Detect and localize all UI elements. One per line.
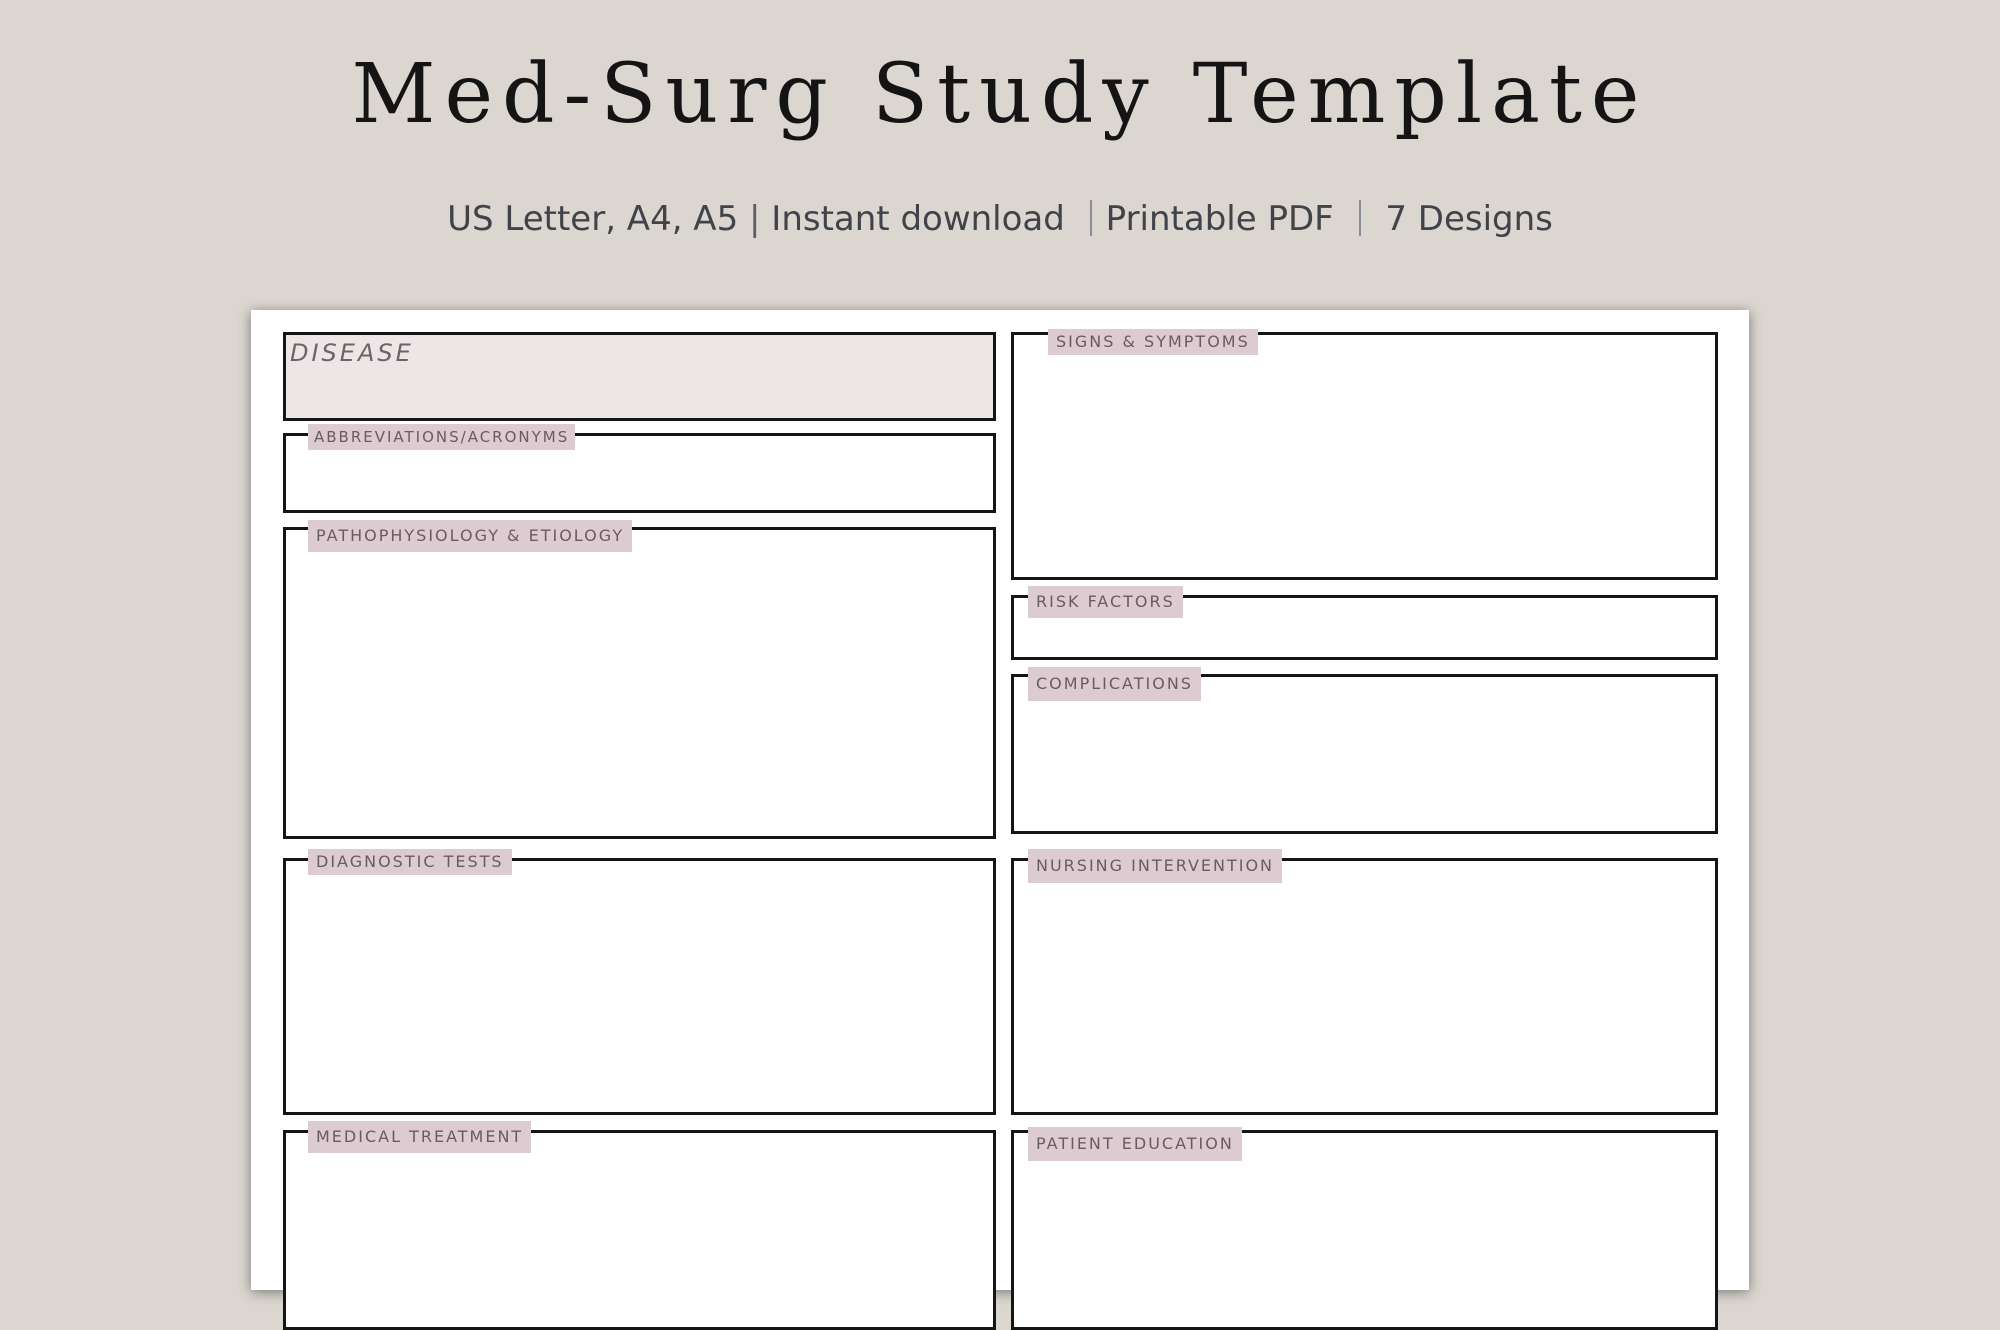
nursing-intervention-section[interactable] (1011, 858, 1718, 1115)
abbreviations-label: ABBREVIATIONS/ACRONYMS (308, 424, 575, 450)
subtitle-separator: | (749, 199, 761, 239)
patient-education-section[interactable] (1011, 1130, 1718, 1330)
subtitle-file-type: Printable PDF (1105, 199, 1334, 239)
medical-treatment-label: MEDICAL TREATMENT (308, 1121, 531, 1153)
signs-symptoms-label: SIGNS & SYMPTOMS (1048, 329, 1258, 355)
patient-education-label: PATIENT EDUCATION (1028, 1127, 1242, 1161)
disease-label: DISEASE (290, 339, 414, 367)
complications-section[interactable] (1011, 674, 1718, 834)
subtitle-download: Instant download (771, 199, 1065, 239)
diagnostic-tests-section[interactable] (283, 852, 996, 1115)
medical-treatment-section[interactable] (283, 1127, 996, 1330)
subtitle (0, 194, 2000, 244)
pathophysiology-section[interactable] (283, 527, 996, 839)
abbreviations-section[interactable] (283, 428, 996, 513)
complications-label: COMPLICATIONS (1028, 667, 1201, 701)
subtitle-divider (1359, 200, 1361, 236)
nursing-intervention-label: NURSING INTERVENTION (1028, 849, 1282, 883)
subtitle-divider (1090, 200, 1092, 236)
pathophysiology-label: PATHOPHYSIOLOGY & ETIOLOGY (308, 520, 632, 552)
subtitle-designs: 7 Designs (1385, 199, 1553, 239)
subtitle-formats: US Letter, A4, A5 (447, 199, 739, 239)
page-title: Med-Surg Study Template (351, 47, 1649, 142)
template-page (251, 310, 1749, 1290)
signs-symptoms-section[interactable] (1011, 332, 1718, 580)
risk-factors-section[interactable] (1011, 592, 1718, 660)
diagnostic-tests-label: DIAGNOSTIC TESTS (308, 849, 512, 875)
disease-field[interactable] (283, 332, 996, 421)
risk-factors-label: RISK FACTORS (1028, 586, 1183, 618)
